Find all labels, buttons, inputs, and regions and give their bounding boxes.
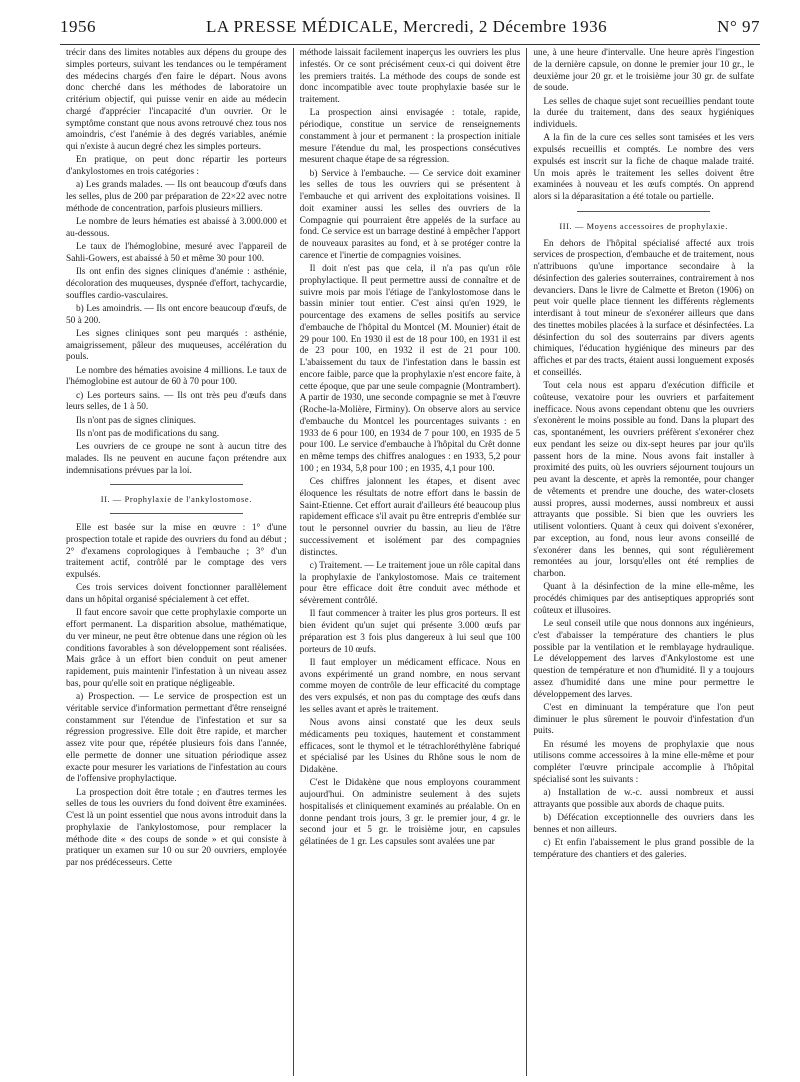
paragraph: La prospection doit être totale ; en d'autres termes les selles de tous les ouvriers du fond doivent être examinées. C'est là un point essentiel que nous avons introduit dans la prophylaxie de l'ankylostomose, pour remplacer la méthode dite « des coups de sonde » et qui consiste à pratiquer un examen sur 10 ou sur 20 ouvriers, employée par nos prédécesseurs. Cette: [66, 787, 287, 868]
paragraph: Il doit n'est pas que cela, il n'a pas qu'un rôle prophylactique. Il peut permettre aussi de connaître et de suivre mois par mois l'étiage de l'ankylostomose dans le bassin minier tout entier. C'est ainsi qu'en 1929, le pourcentage des examens de selles positifs au service d'embauche de l'hôpital du Montcel (M. Mounier) était de 29 pour 100. En 1930 il est de 18 pour 100, en 1931 il est de 23 pour 100, en 1932 il est de 21 pour 100. L'abaissement du taux de l'infestation dans le bassin est encore faible, parce que la prophylaxie n'est encore faite, à cette époque, que par une seule compagnie (Montrambert). A partir de 1930, une seconde compagnie se met à l'œuvre (Roche-la-Molière, Firminy). On observe alors au service d'embauche du Montcel les pourcentages suivants : en 1933 de 6 pour 100, en 1934 de 7 pour 100, en 1935 de 5 pour 100. Le service d'embauche à l'hôpital du Crêt donne en même temps des chiffres analogues : en 1933, 5,2 pour 100 ; en 1934, 5,8 pour 100 ; en 1935, 4,1 pour 100.: [299, 264, 521, 474]
paragraph: Le seul conseil utile que nous donnons aux ingénieurs, c'est d'abaisser la température des chantiers le plus possible par la ventilation et le remblayage hydraulique. Le développement des larves d'Ankylostome est une question de température et non d'humidité. Il y a toujours assez d'humidité dans une mine pour permettre le développement des larves.: [533, 619, 755, 700]
paragraph: b) Défécation exceptionnelle des ouvriers dans les bennes et non ailleurs.: [533, 813, 755, 835]
paragraph: a) Installation de w.-c. aussi nombreux et aussi attrayants que possible aux abords de chaque puits.: [533, 788, 755, 810]
column-3: [526, 48, 760, 1076]
paragraph: c) Les porteurs sains. — Ils ont très peu d'œufs dans leurs selles, de 1 à 50.: [66, 390, 287, 413]
paragraph: Ils n'ont pas de signes cliniques.: [76, 415, 197, 426]
paragraph: Ils n'ont pas de modifications du sang.: [76, 428, 220, 439]
paragraph: Les signes cliniques sont peu marqués : asthénie, amaigrissement, pâleur des muqueuses, accélération du pouls.: [66, 328, 287, 363]
paragraph: méthode laissait facilement inaperçus les ouvriers les plus infestés. Or ce sont précisément ceux-ci qui doivent être les premiers traités. La méthode des coups de sonde est donc incompatible avec toute prophylaxie basée sur le traitement.: [299, 48, 521, 105]
paragraph: Tout cela nous est apparu d'exécution difficile et coûteuse, vexatoire pour les ouvriers et parfaitement inefficace. Nous avons cependant obtenu que les ouvriers s'exonèrent le moins possible au fond. Dans la plupart des cas, spontanément, les ouvriers préfèrent s'exonérer chez eux pendant les seize ou dix-sept heures par jour qu'ils passent hors de la mine. Nous avons fait installer à proximité des puits, où les ouvriers séjournent toujours un peu avant la descente, et après la remontée, pour changer de vêtements et prendre une douche, des water-closets aussi propres, aussi modernes, aussi nombreux et aussi attrayants que possible. Si bien que les ouvriers les utilisent volontiers. Quant à ceux qui doivent s'exonérer, par exception, au fond, nous leur avons conseillé de s'exonérer dans les bennes, qui sont régulièrement remontées au jour, lorsqu'elles ont été remplies de charbon.: [533, 381, 755, 579]
paragraph: Le nombre des hématies avoisine 4 millions. Le taux de l'hémoglobine est autour de 60 à 70 pour 100.: [66, 365, 287, 388]
paragraph: Elle est basée sur la mise en œuvre : 1° d'une prospection totale et rapide des ouvriers du fond au début ; 2° d'examens coprologiques à l'embauche ; 3° d'un traitement actif, contrôlé par le comptage des vers expulsés.: [66, 523, 287, 580]
paragraph: a) Prospection. — Le service de prospection est un véritable service d'information permettant d'être renseigné constamment sur l'étendue de l'infestation et sur sa régression progressive. Elle doit être rapide, et marcher assez vite pour que, répétée plusieurs fois dans l'année, elle permette de donner une situation périodique assez exacte pour mesurer les variations de l'infestation au cours de l'offensive prophylactique.: [66, 692, 287, 785]
section-divider: [110, 484, 242, 485]
paragraph: trécir dans des limites notables aux dépens du groupe des simples porteurs, suivant les tendances ou le tempérament des médecins chargés d'en faire le départ. Nous avons donc cherché dans les méthodes de laboratoire un critérium objectif, qui puisse venir en aide au médecin chargé d'apprécier l'incapacité d'un ouvrier. Or le symptôme constant que nous avons retrouvé chez tous nos amoindris, c'est l'anémie à des degrés variables, anémie qui n'existe à aucun degré chez les simples porteurs.: [66, 48, 287, 152]
paragraph: b) Les amoindris. — Ils ont encore beaucoup d'œufs, de 50 à 200.: [66, 303, 287, 326]
article-columns: [60, 48, 760, 1076]
paragraph: La prospection ainsi envisagée : totale, rapide, périodique, constitue un service de renseignements constamment à jour et permanent : la prospection initiale mesure l'étendue du mal, les prospections consécutives mesurent chaque étape de sa régression.: [299, 108, 521, 166]
paragraph: a) Les grands malades. — Ils ont beaucoup d'œufs dans les selles, plus de 200 par préparation de 22×22 avec notre méthode de concentration, parfois plusieurs milliers.: [66, 180, 287, 214]
section-divider: [577, 211, 709, 212]
paragraph: Le taux de l'hémoglobine, mesuré avec l'appareil de Sahli-Gowers, est abaissé à 50 et même 30 pour 100.: [66, 242, 287, 264]
section-heading-prophylaxie: II. — Prophylaxie de l'ankylostomose.: [100, 495, 252, 505]
paragraph: Ils ont enfin des signes cliniques d'anémie : asthénie, décoloration des muqueuses, dyspnée d'effort, tachycardie, souffles cardio-vasculaires.: [66, 267, 287, 301]
journal-title: LA PRESSE MÉDICALE, Mercredi, 2 Décembre 1936: [206, 17, 608, 36]
page-number: 1956: [60, 17, 96, 36]
column-1: [60, 48, 293, 1076]
paragraph: En pratique, on peut donc répartir les porteurs d'ankylostomes en trois catégories :: [66, 155, 287, 177]
paragraph: c) Et enfin l'abaissement le plus grand possible de la température des chantiers et des galeries.: [533, 838, 755, 860]
paragraph: En dehors de l'hôpital spécialisé affecté aux trois services de prospection, d'embauche et de traitement, nous n'attribuons qu'une importance secondaire à la désinfection des galeries souterraines, contrairement à nos devanciers. Dans le livre de Calmette et Breton (1906) on peut voir quelle place tiennent les différents règlements interdisant à tout mineur de s'exonérer ailleurs que dans des tinettes mobiles placées à la surface et désinfectées. La désinfection du sol des souterrains par divers agents chimiques, l'éducation hygiénique des mineurs par des affiches et par des tracts, étaient aussi longuement exposés et conseillés.: [533, 238, 755, 378]
paragraph: Les selles de chaque sujet sont recueillies pendant toute la durée du traitement, dans des seaux hygiéniques individuels.: [533, 96, 755, 130]
paragraph: une, à une heure d'intervalle. Une heure après l'ingestion de la dernière capsule, on donne le premier jour 10 gr., le deuxième jour 20 gr. et le troisième jour 30 gr. de sulfate de soude.: [533, 48, 755, 94]
paragraph: A la fin de la cure ces selles sont tamisées et les vers expulsés recueillis et comptés. Le nombre des vers expulsés est inscrit sur la fiche de chaque malade traité. Un mois après le traitement les selles doivent être examinées à nouveau et les œufs comptés. On apprend alors si la déparasitation a été totale ou partielle.: [533, 133, 755, 202]
paragraph: b) Service à l'embauche. — Ce service doit examiner les selles de tous les ouvriers qui se présentent à l'embauche et qui arrivent des exploitations voisines. Il doit examiner aussi les selles des ouvriers de la Compagnie qui pourraient être appelés de la surface au fond. Ce service est un barrage destiné à empêcher l'apport de nouveaux parasites au fond, et à se protéger contre la carence et l'inertie de compagnies voisines.: [299, 168, 521, 261]
paragraph: c) Traitement. — Le traitement joue un rôle capital dans la prophylaxie de l'ankylostomose. Mais ce traitement pour être efficace doit être conduit avec méthode et sévèrement contrôlé.: [299, 560, 521, 606]
paragraph: Le nombre de leurs hématies est abaissé à 3.000.000 et au-dessous.: [66, 217, 287, 239]
paragraph: Quant à la désinfection de la mine elle-même, les procédés chimiques par des antiseptiques appropriés sont coûteux et illusoires.: [533, 582, 755, 616]
running-header: [60, 10, 760, 45]
paragraph: Ces chiffres jalonnent les étapes, et disent avec éloquence les résultats de notre effort dans le bassin de Saint-Etienne. Cet effort aurait d'ailleurs été beaucoup plus rapidement efficace s'il avait pu être entrepris d'emblée sur tout le personnel ouvrier du bassin, au lieu de l'être successivement et isolément par des compagnies distinctes.: [299, 477, 521, 558]
issue-number: N° 97: [717, 17, 760, 36]
section-divider: [110, 513, 242, 514]
paragraph: Il faut encore savoir que cette prophylaxie comporte un effort permanent. La disparition absolue, mathématique, du ver mineur, ne peut être obtenue dans une région où les conditions favorables à son développement sont réalisées. Mais grâce à un effort bien conduit on peut amener rapidement, puis maintenir l'infestation à un niveau assez bas, pour qu'elle soit en pratique négligeable.: [66, 608, 287, 689]
paragraph: C'est en diminuant la température que l'on peut diminuer le plus sûrement le pouvoir d'infestation d'un puits.: [533, 702, 755, 737]
section-heading-moyens-accessoires: III. — Moyens accessoires de prophylaxie.: [559, 221, 728, 231]
paragraph: En résumé les moyens de prophylaxie que nous utilisons comme accessoires à la mine elle-même et pour compléter l'œuvre principale accomplie à l'hôpital spécialisé sont les suivants :: [533, 739, 755, 785]
paragraph: Nous avons ainsi constaté que les deux seuls médicaments peu toxiques, hautement et constamment efficaces, sont le thymol et le tétrachloréthylène fabriqué et spécialisé par les Usines du Rhône sous le nom de Didakène.: [299, 718, 521, 775]
paragraph: C'est le Didakène que nous employons couramment aujourd'hui. On administre seulement à des sujets hospitalisés et cliniquement examinés au préalable. On en donne pendant trois jours, 3 gr. le premier jour, 4 gr. le second jour et 5 gr. le troisième jour, en capsules gélatinées de 1 gr. Les capsules sont avalées une par: [299, 778, 521, 847]
paragraph: Il faut employer un médicament efficace. Nous en avons expérimenté un grand nombre, en nous servant comme moyen de contrôle de leur efficacité du comptage des vers expulsés, et non pas du comptage des œufs dans les selles avant et après le traitement.: [299, 657, 521, 715]
paragraph: Les ouvriers de ce groupe ne sont à aucun titre des malades. Ils ne peuvent en aucune façon prétendre aux indemnisations prévues par la loi.: [66, 442, 287, 476]
paragraph: Ces trois services doivent fonctionner parallèlement dans un hôpital organisé spécialement à cet effet.: [66, 583, 287, 605]
column-2: [293, 48, 527, 1076]
paragraph: Il faut commencer à traiter les plus gros porteurs. Il est bien évident qu'un sujet qui présente 3.000 œufs par préparation est 3 fois plus dangereux à lui seul que 100 porteurs de 10 œufs.: [299, 609, 521, 655]
